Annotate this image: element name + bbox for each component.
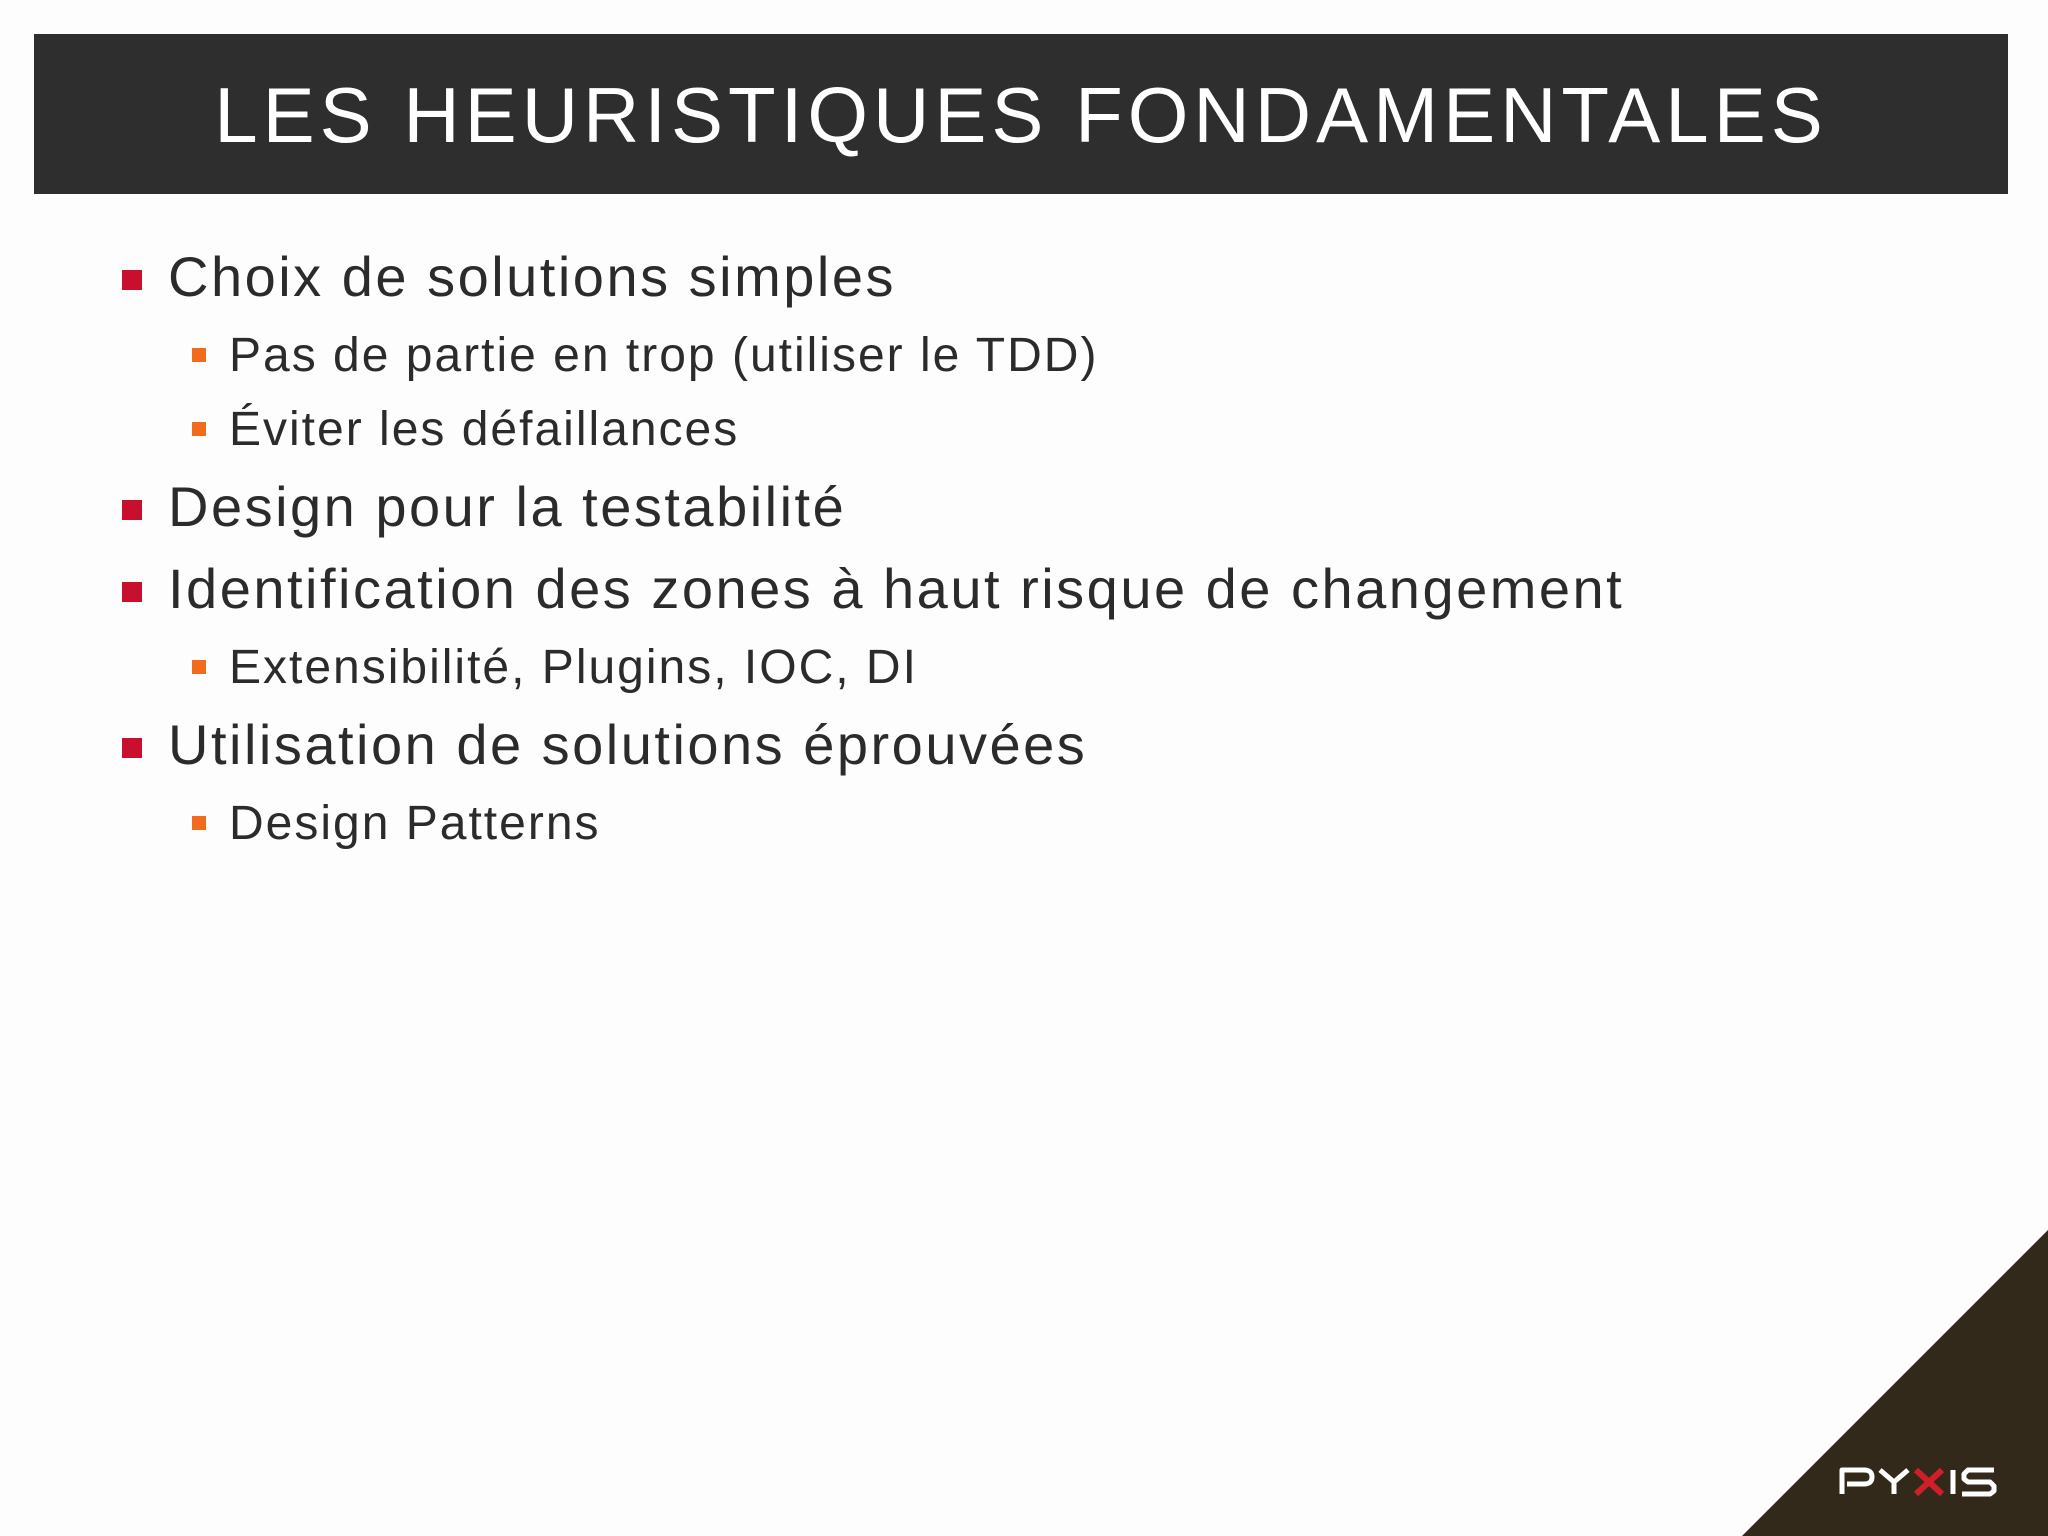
bullet-square-icon: [122, 582, 142, 602]
sub-bullet-square-icon: [192, 660, 206, 674]
sub-bullet-square-icon: [192, 348, 206, 362]
sub-list-item: Design Patterns: [229, 797, 601, 850]
list-item: Utilisation de solutions éprouvées: [168, 713, 1088, 776]
sub-bullet-square-icon: [192, 816, 206, 830]
bullet-square-icon: [122, 500, 142, 520]
list-item: Identification des zones à haut risque de changement: [168, 557, 1625, 620]
sub-list-item: Extensibilité, Plugins, IOC, DI: [229, 641, 918, 694]
slide-title: LES HEURISTIQUES FONDAMENTALES: [214, 70, 1828, 159]
bullet-square-icon: [122, 738, 142, 758]
list-item: Choix de solutions simples: [168, 245, 896, 308]
bullet-square-icon: [122, 270, 142, 290]
sub-list-item: Pas de partie en trop (utiliser le TDD): [229, 329, 1099, 382]
list-item: Design pour la testabilité: [168, 475, 847, 538]
sub-list-item: Éviter les défaillances: [229, 403, 740, 456]
sub-bullet-square-icon: [192, 422, 206, 436]
